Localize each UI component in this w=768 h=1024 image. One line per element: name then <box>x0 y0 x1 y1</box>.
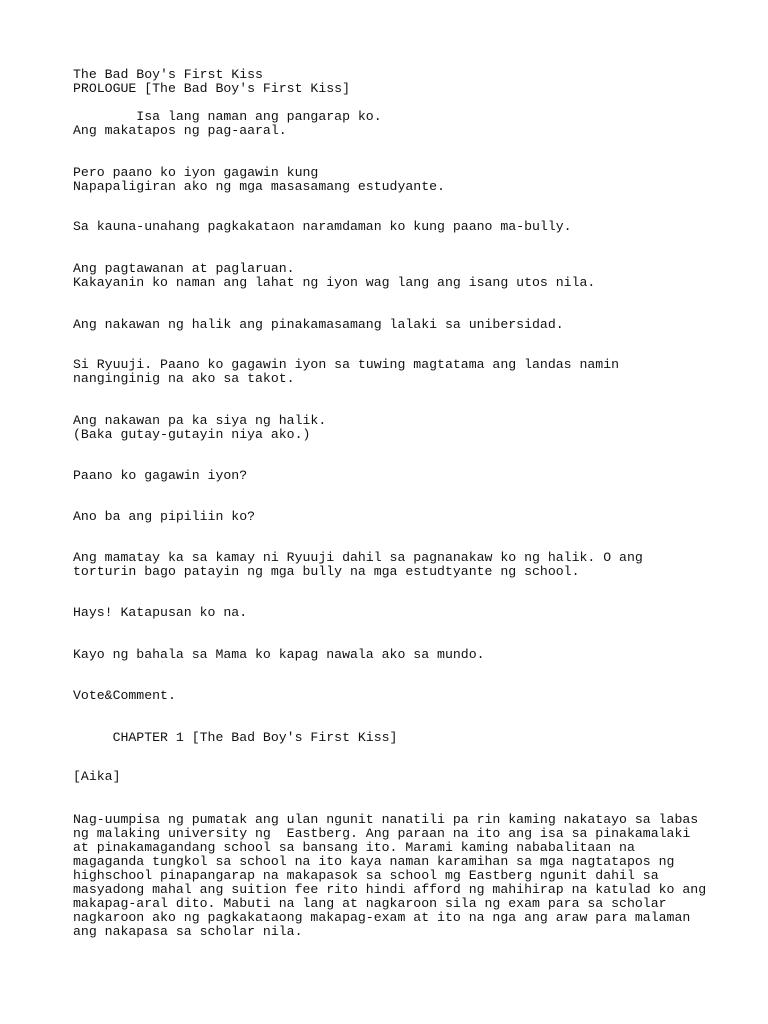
document-title: The Bad Boy's First Kiss <box>73 67 263 82</box>
text-line: highschool pinapangarap na makapasok sa school mg Eastberg ngunit dahil sa <box>73 868 659 883</box>
prologue-heading: PROLOGUE [The Bad Boy's First Kiss] <box>73 81 350 96</box>
text-line: (Baka gutay-gutayin niya ako.) <box>73 427 311 442</box>
text-line: Ang makatapos ng pag-aaral. <box>73 123 287 138</box>
text-line: magaganda tungkol sa school na ito kaya naman karamihan sa mga nagtatapos ng <box>73 854 675 869</box>
text-line: Ang nakawan ng halik ang pinakamasamang lalaki sa unibersidad. <box>73 317 564 332</box>
text-line: Napapaligiran ako ng mga masasamang estudyante. <box>73 179 445 194</box>
text-line: nanginginig na ako sa takot. <box>73 371 295 386</box>
text-line: Ang mamatay ka sa kamay ni Ryuuji dahil sa pagnanakaw ko ng halik. O ang <box>73 550 643 565</box>
text-line: Paano ko gagawin iyon? <box>73 468 248 483</box>
text-line: Hays! Katapusan ko na. <box>73 605 248 620</box>
text-line: Nag-uumpisa ng pumatak ang ulan ngunit nanatili pa rin kaming nakatayo sa labas <box>73 812 699 827</box>
text-line: Si Ryuuji. Paano ko gagawin iyon sa tuwing magtatama ang landas namin <box>73 357 620 372</box>
text-line: ang nakapasa sa scholar nila. <box>73 924 303 939</box>
text-line: Vote&Comment. <box>73 688 176 703</box>
chapter-heading: CHAPTER 1 [The Bad Boy's First Kiss] <box>73 730 398 745</box>
text-line: masyadong mahal ang suition fee rito hindi afford ng mahihirap na katulad ko ang <box>73 882 707 897</box>
text-line: Sa kauna-unahang pagkakataon naramdaman ko kung paano ma-bully. <box>73 219 572 234</box>
text-line: torturin bago patayin ng mga bully na mga estudtyante ng school. <box>73 564 580 579</box>
text-line: Kakayanin ko naman ang lahat ng iyon wag lang ang isang utos nila. <box>73 275 596 290</box>
text-line: at pinakamagandang school sa bansang ito. Marami kaming nababalitaan na <box>73 840 635 855</box>
text-line: ng malaking university ng Eastberg. Ang paraan na ito ang isa sa pinakamalaki <box>73 826 691 841</box>
text-line: Pero paano ko iyon gagawin kung <box>73 165 319 180</box>
text-line: Ano ba ang pipiliin ko? <box>73 509 256 524</box>
pov-label: [Aika] <box>73 769 121 784</box>
text-line: Ang nakawan pa ka siya ng halik. <box>73 413 327 428</box>
text-line: nagkaroon ako ng pagkakataong makapag-exam at ito na nga ang araw para malaman <box>73 910 691 925</box>
text-line: Kayo ng bahala sa Mama ko kapag nawala ako sa mundo. <box>73 647 485 662</box>
text-line: makapag-aral dito. Mabuti na lang at nagkaroon sila ng exam para sa scholar <box>73 896 667 911</box>
text-line: Isa lang naman ang pangarap ko. <box>73 109 382 124</box>
text-line: Ang pagtawanan at paglaruan. <box>73 261 295 276</box>
